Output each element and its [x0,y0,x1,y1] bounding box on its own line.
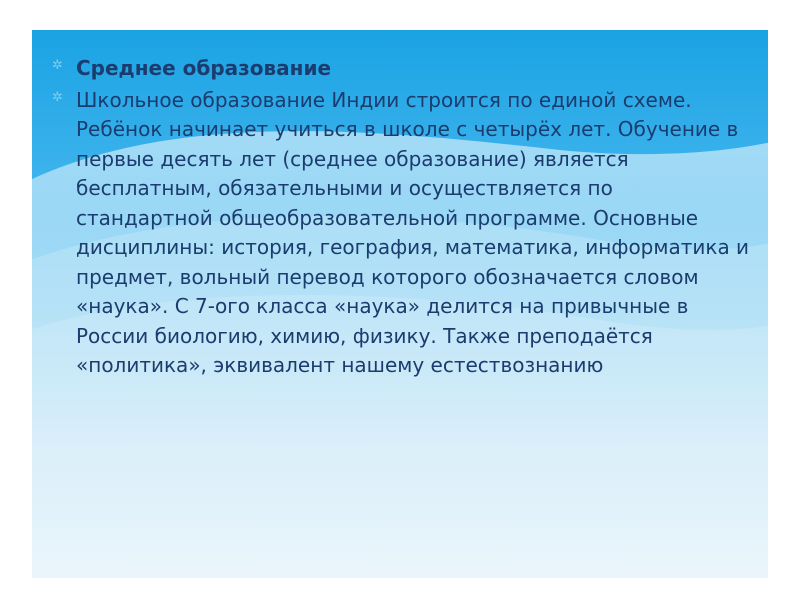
top-margin [0,0,800,30]
bullet-heading [52,54,752,84]
right-margin [768,0,800,600]
bullet-body [52,86,752,381]
star-bullet-icon: ✲ [52,89,63,105]
slide-content [52,54,752,381]
left-margin [0,0,32,600]
heading-text: Среднее образование [76,56,332,80]
bottom-margin [0,578,800,600]
body-text: Школьное образование Индии строится по единой схеме. Ребёнок начинает учиться в школе с четырёх лет. Обучение в первые десять лет (среднее образование) является бесплатным, обязательными и осуществляется по стандартной общеобразовательной программе. Основные дисциплины: история, география, математика, информатика и предмет, вольный перевод которого обозначается словом «наука». С 7-ого класса «наука» делится на привычные в России биологию, химию, физику. Также преподаётся «политика», эквивалент нашему естествознанию [76,87,750,377]
star-bullet-icon: ✲ [52,58,63,73]
